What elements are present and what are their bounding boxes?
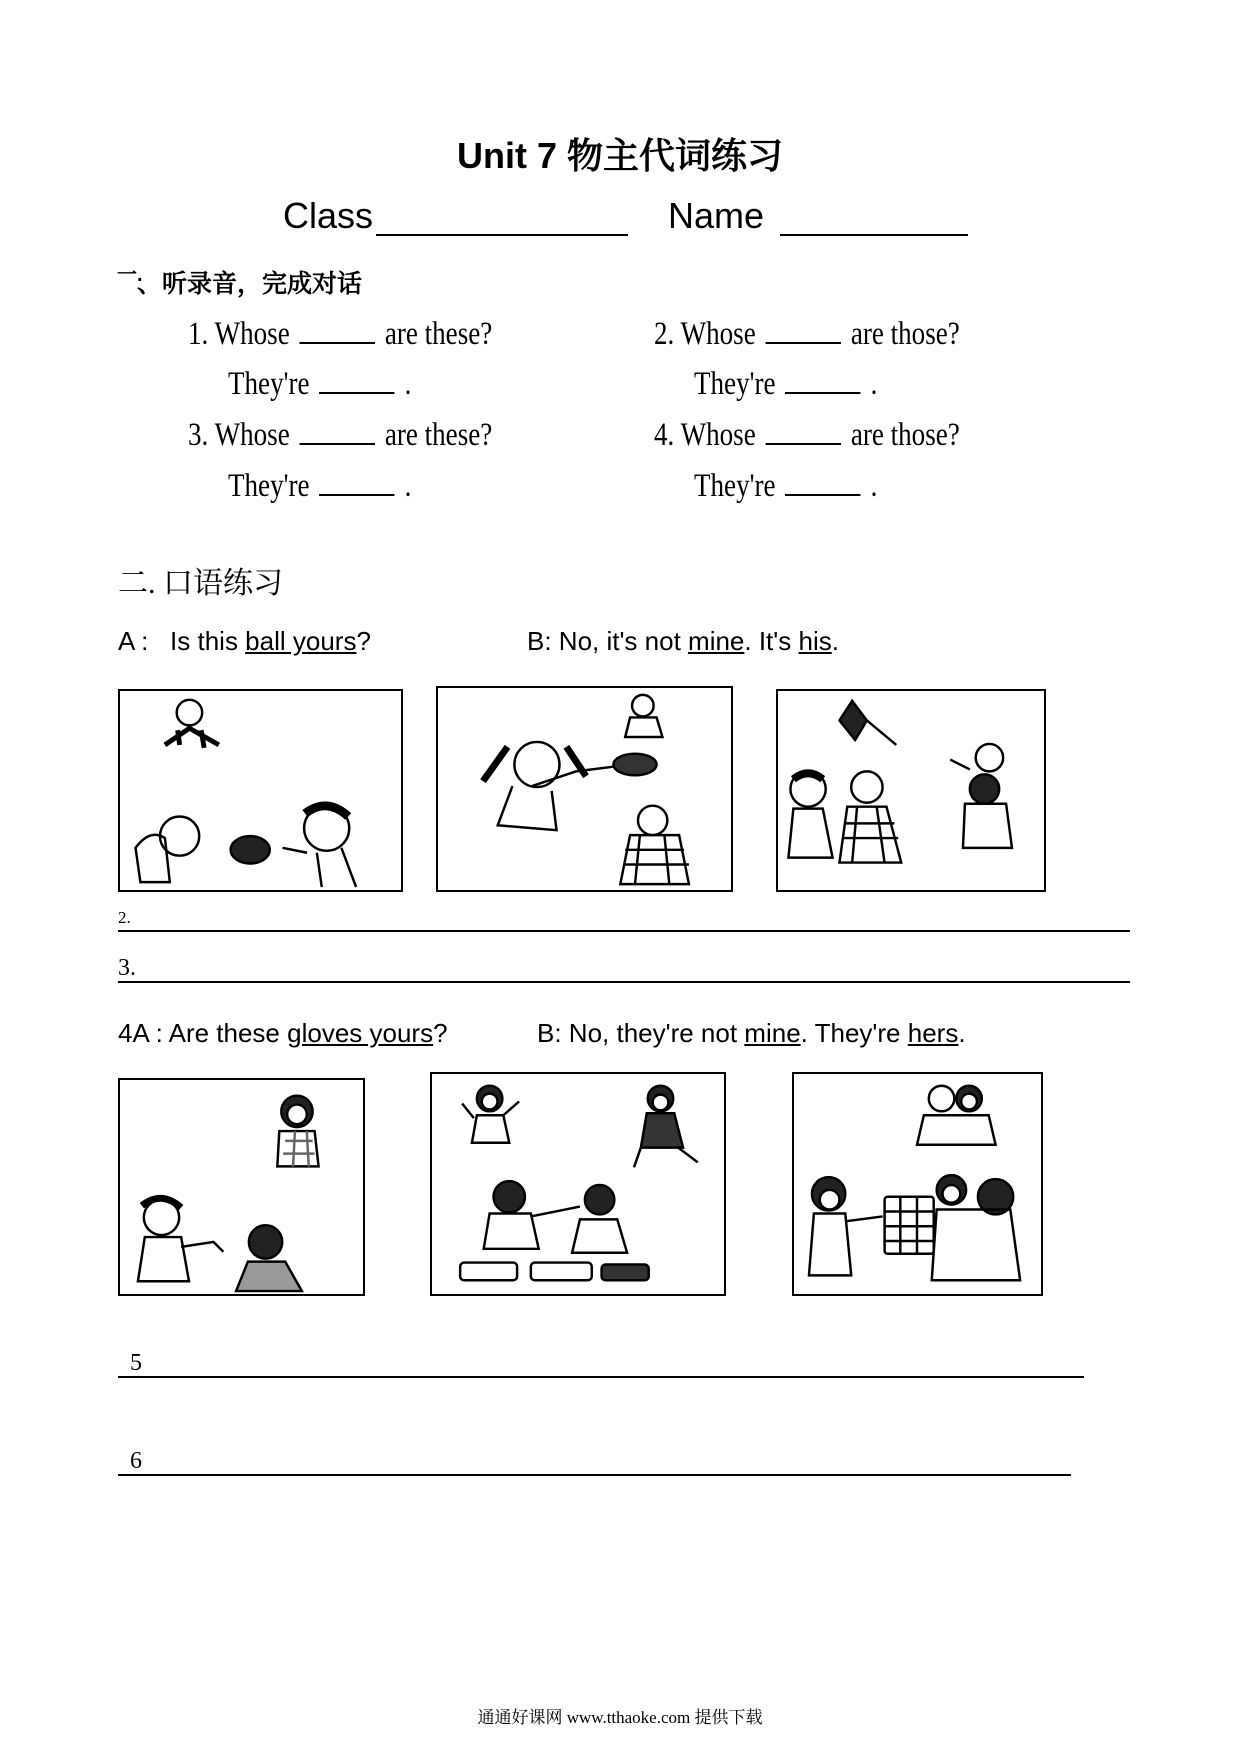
answer-end: . [404,468,412,504]
answer-line-6[interactable] [118,1474,1071,1476]
answer-end: . [870,468,878,504]
answer-text: They're [228,468,310,504]
section2-title: 二. 口语练习 [118,567,283,600]
speaker-a-label: A : [118,626,149,656]
children-hat-illustration [120,1080,363,1294]
answer-line-2[interactable] [118,930,1130,932]
answer-blank[interactable] [319,362,394,394]
dialog-underlined: mine [744,1018,801,1048]
picture-boys-toys [430,1072,726,1296]
question-end: are these? [384,316,493,352]
exercise-item-3 [188,413,559,454]
picture-group [792,1072,1043,1296]
answer-blank[interactable] [785,362,860,394]
footer-credit: 通通好课网 www.tthaoke.com 提供下载 [477,1708,763,1727]
dialog-text: . They're [800,1018,908,1048]
answer-blank[interactable] [766,312,841,344]
children-toy-cars-illustration [432,1074,724,1294]
dialog-underlined: mine [688,626,745,656]
question-text: 1. Whose [188,316,290,352]
children-kite-illustration [778,691,1044,890]
answer-blank[interactable] [319,464,394,496]
answer-line-3[interactable] [118,981,1130,983]
worksheet-title: Unit 7 物主代词练习 [456,135,783,176]
dialog-underlined: ball yours [245,626,357,656]
dialog-2-a [118,1018,448,1049]
answer-number-3: 3. [118,955,136,981]
exercise-item-4 [654,413,1027,454]
picture-gloves [436,686,733,892]
picture-kite [776,689,1046,892]
dialog-text: . [831,626,839,656]
section1-title: 、听录音，完成对话 [137,270,363,298]
question-text: 4. Whose [654,417,756,453]
dialog-text: B: No, it's not [527,626,689,656]
dialog-underlined: hers [907,1018,959,1048]
dialog-text: Is this [170,626,246,656]
children-gloves-illustration [438,688,731,890]
exercise-answer-2 [694,362,918,403]
answer-text: They're [694,366,776,402]
section1-number: 一. [117,264,143,286]
dialog-1-a [118,626,371,657]
picture-ball [118,689,403,892]
answer-number-5: 5 [130,1350,142,1376]
question-end: are those? [850,417,960,453]
dialog-text: 4A : Are these [118,1018,288,1048]
exercise-answer-4 [694,464,918,505]
picture-girls [118,1078,365,1296]
answer-text: They're [694,468,776,504]
dialog-text: ? [433,1018,448,1048]
dialog-text: . [958,1018,966,1048]
exercise-item-1 [188,312,559,353]
answer-text: They're [228,366,310,402]
children-bag-illustration [794,1074,1041,1294]
question-text: 2. Whose [654,316,756,352]
answer-blank[interactable] [300,312,375,344]
class-label: Class [283,195,374,236]
dialog-underlined: his [798,626,832,656]
exercise-answer-3 [228,464,452,505]
exercise-answer-1 [228,362,452,403]
dialog-text: ? [356,626,371,656]
question-end: are those? [850,316,960,352]
dialog-text: B: No, they're not [537,1018,745,1048]
answer-number-2: 2. [118,908,131,927]
dialog-2-b [537,1018,966,1049]
question-text: 3. Whose [188,417,290,453]
answer-line-5[interactable] [118,1376,1084,1378]
answer-blank[interactable] [785,464,860,496]
exercise-item-2 [654,312,1027,353]
answer-end: . [404,366,412,402]
answer-blank[interactable] [300,413,375,445]
question-end: are these? [384,417,493,453]
answer-number-6: 6 [130,1448,142,1474]
children-ball-illustration [120,691,401,890]
dialog-1-b [527,626,839,657]
dialog-underlined: gloves yours [287,1018,434,1048]
dialog-text: . It's [744,626,799,656]
name-label: Name [668,195,765,236]
name-blank[interactable] [780,234,968,236]
answer-blank[interactable] [766,413,841,445]
answer-end: . [870,366,878,402]
class-blank[interactable] [376,234,628,236]
